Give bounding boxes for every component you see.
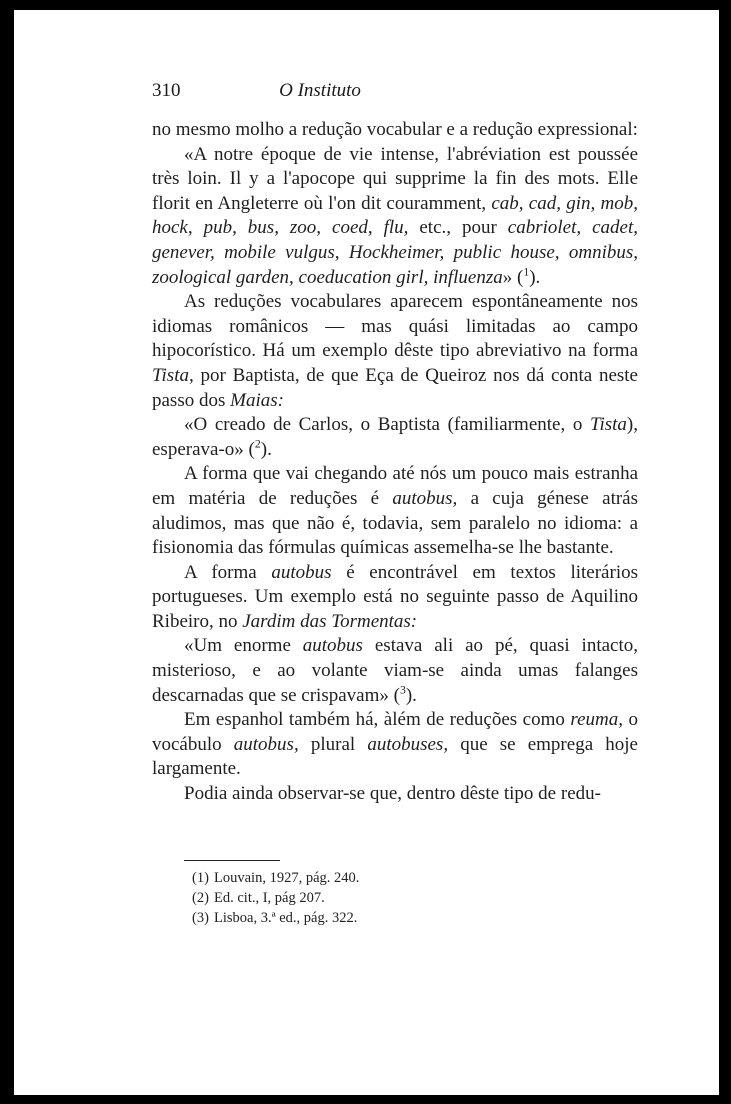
page-header (152, 80, 488, 108)
paragraph-7-quote: «Um enorme autobus estava ali ao pé, quasi intacto, misterioso, e ao volante viam-se ainda umas falanges descarnadas que se crispavam» ($^3$). (152, 635, 638, 706)
footnote-ref-2: 2 (254, 437, 261, 451)
footnote-divider (184, 860, 280, 861)
body-text (152, 118, 638, 807)
footnote-ref-1: 1 (523, 265, 530, 279)
footnote-ref-3: 3 (399, 683, 406, 697)
footnote-text: Ed. cit., I, pág 207. (214, 890, 325, 906)
book-page (14, 10, 719, 1095)
paragraph-2-french-quote: «A notre époque de vie intense, l'abréviation est poussée très loin. Il y a l'apocope qui supprime la fin des mots. Elle florit en Angleterre où l'on dit couramment, cab, cad, gin, mob, hock, pub, bus, zoo, coed, flu, etc., pour cabriolet, cadet, genever, mobile vulgus, Hockheimer, public house, omnibus, zoological garden, coeducation girl, influenza» ($^1$). (152, 143, 638, 288)
paragraph-5: A forma que vai chegando até nós um pouco mais estranha em matéria de reduções é autobus, a cuja génese atrás aludimos, mas que não é, todavia, sem paralelo no idioma: a fisionomia das fórmulas químicas assemelha-se lhe bastante. (152, 463, 638, 559)
paragraph-8: Em espanhol também há, àlém de reduções como reuma, o vocábulo autobus, plural autobuses, que se emprega hoje largamente. (152, 709, 638, 780)
footnote-mark: (1) (192, 870, 209, 886)
paragraph-1: no mesmo molho a redução vocabular e a redução expressional: (152, 119, 638, 140)
paragraph-9: Podia ainda observar-se que, dentro dêste tipo de redu- (184, 783, 601, 805)
page-number: 310 (152, 80, 181, 101)
footnote-mark: (3) (192, 910, 209, 926)
footnote-1 (192, 868, 492, 888)
footnote-mark: (2) (192, 890, 209, 906)
footnotes (192, 868, 492, 928)
footnote-2 (192, 888, 492, 908)
paragraph-4-quote: «O creado de Carlos, o Baptista (familiarmente, o Tista), esperava-o» ($^2$). (152, 414, 638, 460)
footnote-text: Lisboa, 3.ª ed., pág. 322. (214, 910, 358, 926)
footnote-text: Louvain, 1927, pág. 240. (214, 870, 360, 886)
paragraph-3: As reduções vocabulares aparecem espontâneamente nos idiomas românicos — mas quási limitadas ao campo hipocorístico. Há um exemplo dêste tipo abreviativo na forma Tista, por Baptista, de que Eça de Queiroz nos dá conta neste passo dos Maias: (152, 291, 638, 411)
paragraph-6: A forma autobus é encontrável em textos literários portugueses. Um exemplo está no seguinte passo de Aquilino Ribeiro, no Jardim das Tormentas: (152, 561, 638, 632)
footnote-3 (192, 908, 492, 928)
running-title: O Instituto (279, 80, 361, 101)
